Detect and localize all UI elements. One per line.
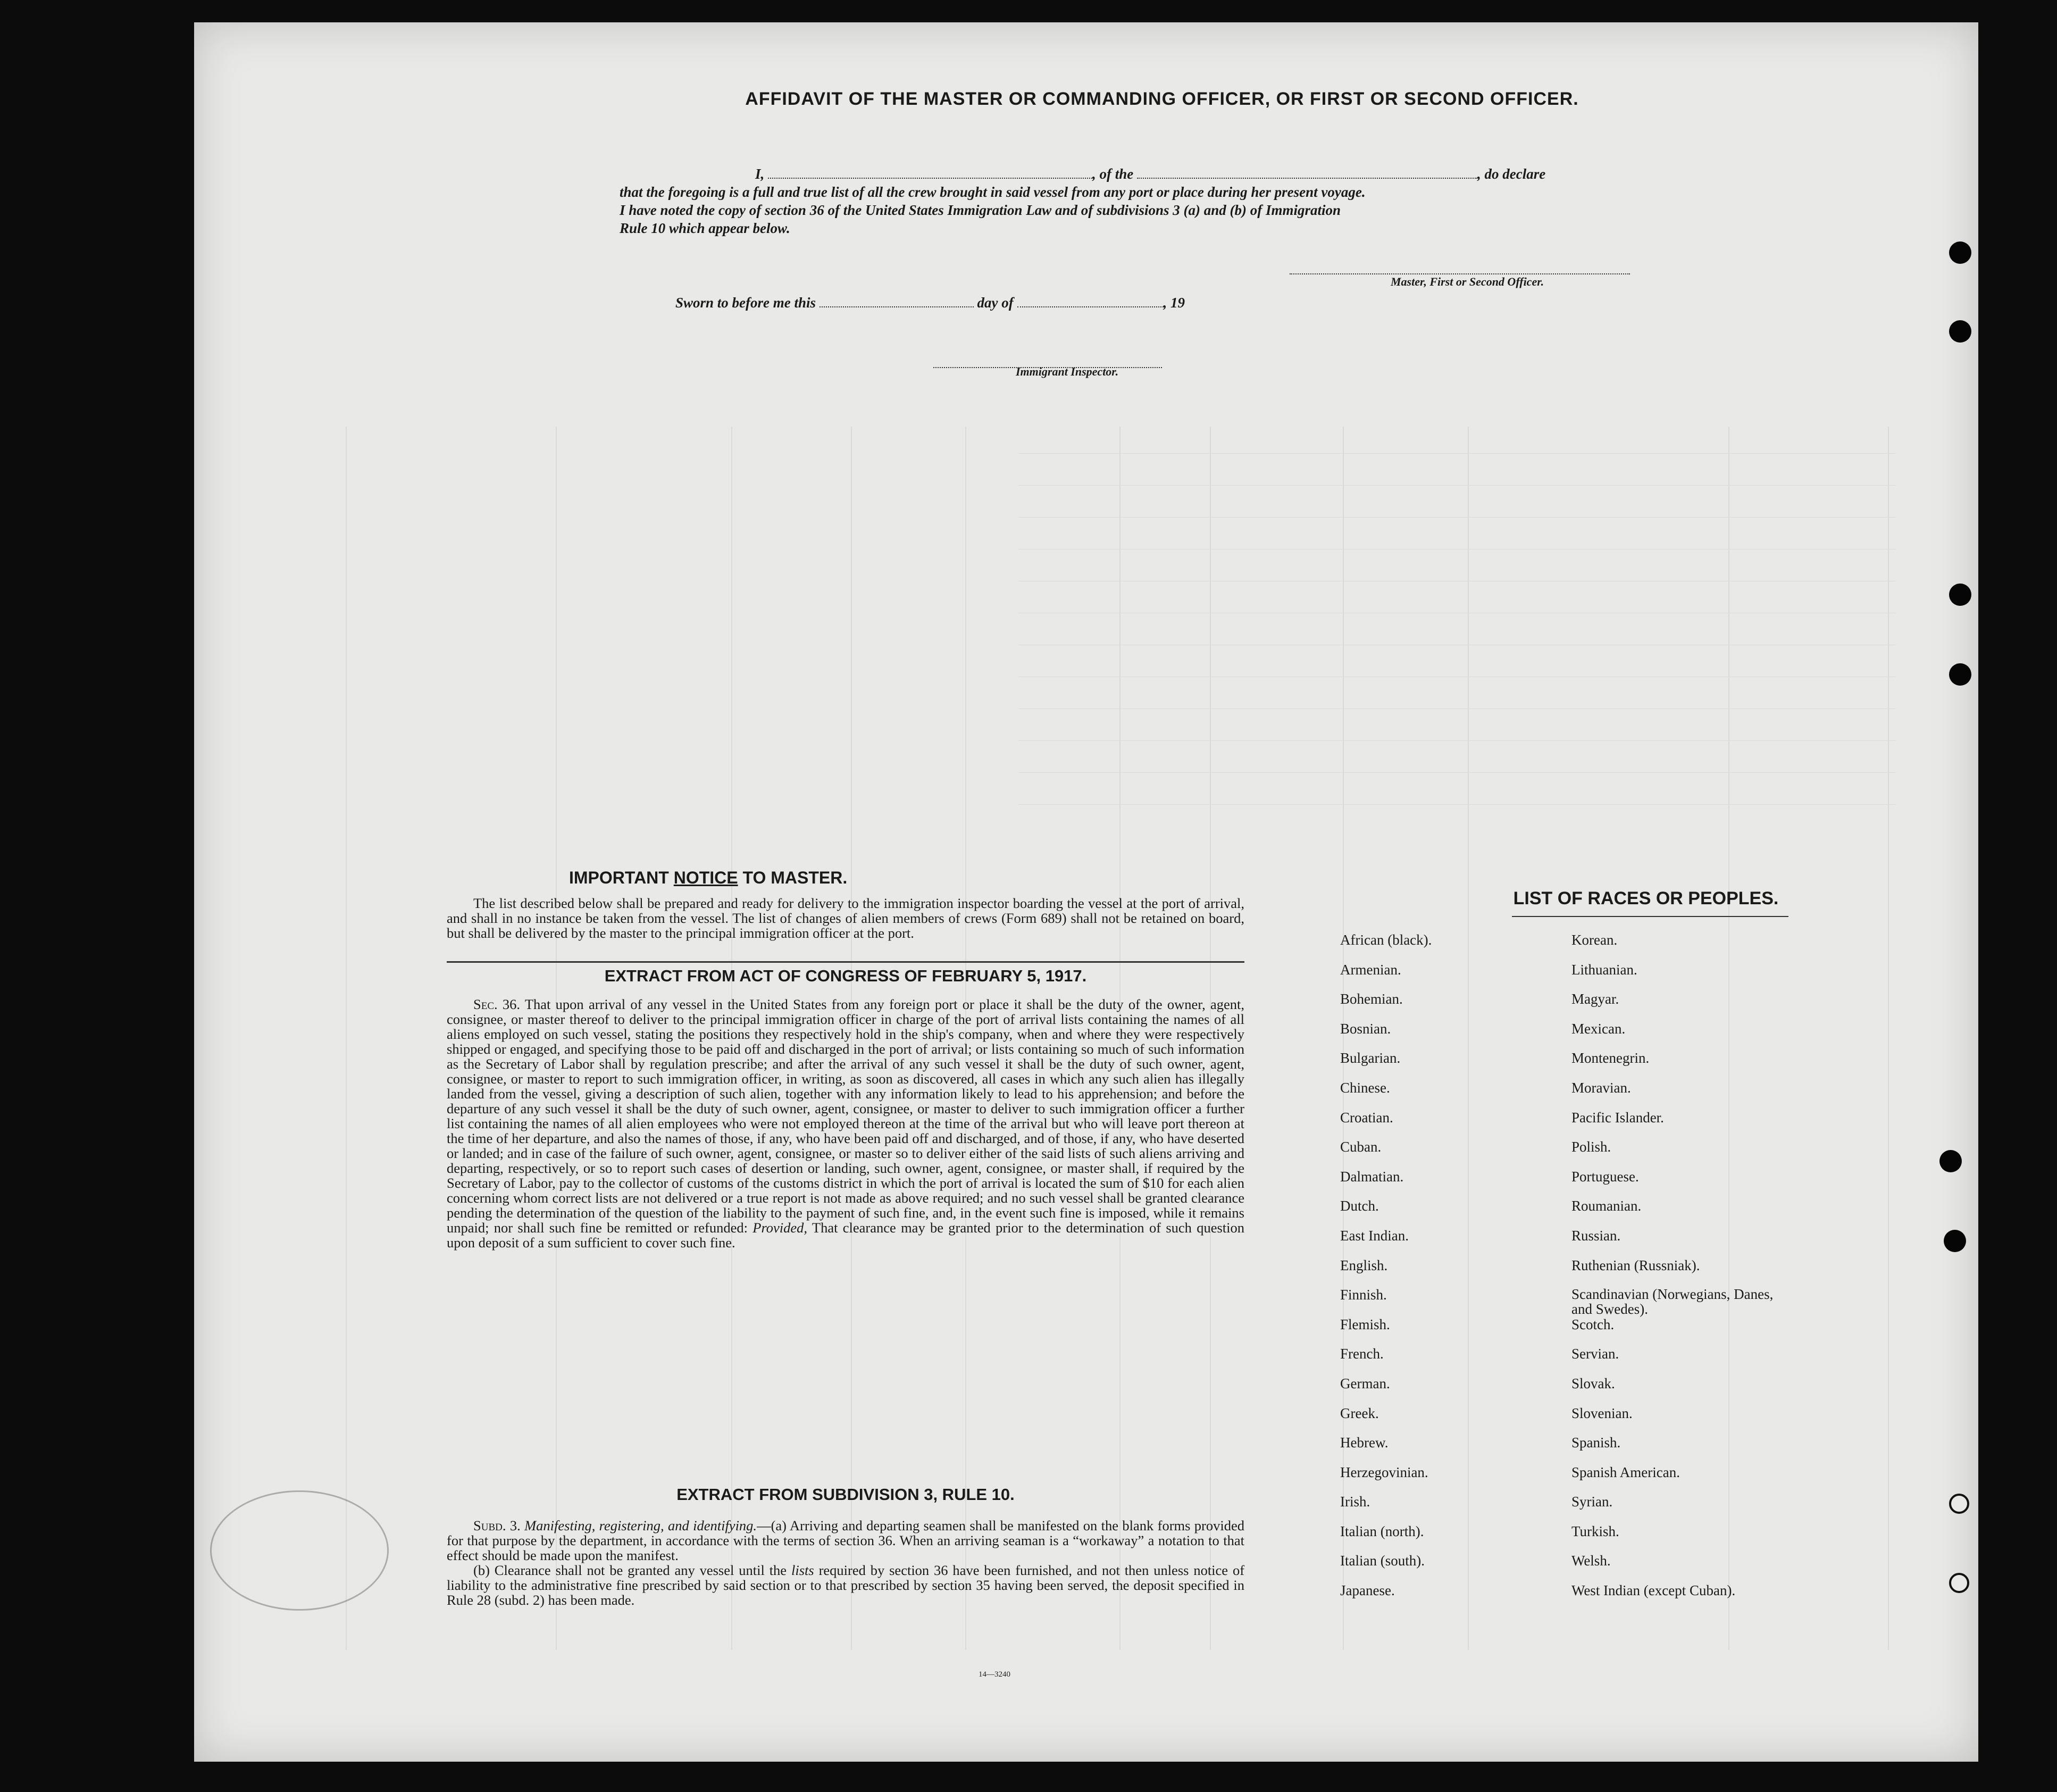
race-item: Magyar.: [1571, 991, 1619, 1007]
rule-text-a: —(a) Arriving and departing seamen shall be manifested on the blank forms provided for that purpose by the department, in accordance with the terms of section 36. When an arriving seaman is a “workaway” a notation to that effect should be made upon the manifest.: [447, 1518, 1245, 1563]
race-item: Bulgarian.: [1340, 1050, 1401, 1066]
race-item: Dalmatian.: [1340, 1168, 1404, 1185]
race-item: Pacific Islander.: [1571, 1109, 1664, 1126]
sec-label: Sec. 36.: [473, 996, 521, 1012]
affidavit-line-2: that the foregoing is a full and true list of all the crew brought in said vessel from any port or place during her present voyage.: [620, 184, 1366, 200]
race-item: Dutch.: [1340, 1198, 1379, 1214]
punch-hole: [1949, 663, 1971, 686]
race-item: Turkish.: [1571, 1523, 1619, 1539]
race-item: Welsh.: [1571, 1553, 1611, 1569]
act-body: That upon arrival of any vessel in the United States from any foreign port or place it shall be the duty of the owner, agent, consignee, or master thereof to deliver to the principal immigration officer in charge of the port of arrival lists containing the names of all aliens employed on such vessel, stating the positions they respectively hold in the ship's company, when and where they were respectively shipped or engaged, and specifying those to be paid off and discharged in the port of arrival; or lists containing so much of such information as the Secretary of Labor shall by regulation prescribe; and after the arrival of any such vessel it shall be the duty of such owner, agent, consignee, or master to report to such immigration officer, in writing, as soon as discovered, all cases in which any such alien has illegally landed from the vessel, giving a description of such alien, together with any information likely to lead to his apprehension; and before the departure of any such vessel it shall be the duty of such owner, agent, consignee, or master to deliver to such immigration officer a further list containing the names of all alien employees who were not employed thereon at the time of the arrival but who will leave port thereon at the time of her departure, and also the names of those, if any, who have been paid off and discharged, and of those, if any, who have deserted or landed; and in case of the failure of such owner, agent, consignee, or master so to deliver either of the said lists of such aliens arriving and departing, respectively, or so to report such cases of desertion or landing, such owner, agent, consignee, or master shall, if required by the Secretary of Labor, pay to the collector of customs of the customs district in which the port of arrival is located the sum of $10 for each alien concerning whom correct lists are not delivered or a true report is not made as above required; and no such vessel shall be granted clearance pending the determination of the question of the liability to the payment of such fine, and, in the event such fine is imposed, while it remains unpaid; nor shall such fine be remitted or refunded:: [447, 996, 1244, 1236]
race-item: Greek.: [1340, 1405, 1379, 1421]
sworn-line: [675, 295, 1185, 311]
race-item: Finnish.: [1340, 1287, 1387, 1303]
affidavit-line-3: I have noted the copy of section 36 of the United States Immigration Law and of subdivisions 3 (a) and (b) of Immigration: [620, 202, 1341, 218]
vessel-name-field[interactable]: [1137, 167, 1477, 179]
affidavit-line-4: Rule 10 which appear below.: [620, 220, 790, 236]
form-number: 14—3240: [979, 1670, 1010, 1679]
notice-title-underlined: NOTICE: [673, 868, 738, 887]
race-item: Scotch.: [1571, 1316, 1615, 1332]
race-item: Roumanian.: [1571, 1198, 1642, 1214]
race-item: Moravian.: [1571, 1079, 1631, 1096]
do-declare-label: , do declare: [1477, 166, 1546, 182]
faded-stamp: [210, 1490, 389, 1611]
of-the-label: , of the: [1092, 166, 1134, 182]
affidavit-title: AFFIDAVIT OF THE MASTER OR COMMANDING OFFICER, OR FIRST OR SECOND OFFICER.: [745, 89, 1579, 109]
race-item: English.: [1340, 1257, 1388, 1273]
races-title-rule: [1512, 916, 1788, 917]
race-item: German.: [1340, 1375, 1390, 1391]
race-item: Scandinavian (Norwegians, Danes, and Swedes).: [1571, 1286, 1774, 1318]
master-caption: Master, First or Second Officer.: [1391, 275, 1544, 288]
race-item: Armenian.: [1340, 961, 1401, 978]
rule-text: [447, 1518, 1244, 1607]
race-item: Servian.: [1571, 1346, 1619, 1362]
divider: [447, 961, 1244, 963]
subd-heading: Manifesting, registering, and identifying.: [524, 1518, 757, 1533]
notice-title: [569, 868, 847, 888]
sworn-month-field[interactable]: [1017, 296, 1164, 307]
punch-hole: [1949, 241, 1971, 264]
master-name-field[interactable]: [768, 167, 1092, 179]
race-item: African (black).: [1340, 932, 1432, 948]
inspector-caption: Immigrant Inspector.: [1016, 365, 1119, 378]
punch-hole: [1949, 1494, 1969, 1514]
race-item: Mexican.: [1571, 1020, 1626, 1037]
race-item: Polish.: [1571, 1139, 1611, 1155]
races-title: LIST OF RACES OR PEOPLES.: [1513, 888, 1779, 908]
race-item: Montenegrin.: [1571, 1050, 1650, 1066]
notice-title-pre: IMPORTANT: [569, 868, 669, 887]
race-item: East Indian.: [1340, 1227, 1409, 1244]
punch-hole: [1949, 1573, 1969, 1593]
race-item: Hebrew.: [1340, 1435, 1389, 1451]
punch-hole: [1939, 1150, 1962, 1172]
races-right-column: [1571, 932, 1795, 1612]
subd-label: Subd. 3.: [473, 1518, 521, 1533]
races-left-column: [1340, 932, 1432, 1612]
day-of-label: day of: [977, 295, 1014, 311]
race-item: Croatian.: [1340, 1109, 1393, 1126]
master-signature-field[interactable]: [1290, 263, 1630, 274]
race-item: Korean.: [1571, 932, 1618, 948]
race-item: Japanese.: [1340, 1582, 1395, 1599]
year-label: , 19: [1163, 295, 1185, 311]
race-item: Spanish American.: [1571, 1464, 1680, 1480]
race-item: Lithuanian.: [1571, 961, 1637, 978]
act-text: [447, 997, 1244, 1250]
punch-hole: [1949, 320, 1971, 343]
rule-text-b-post: required by section 36 have been furnished, and not then unless notice of liability to the administrative fine prescribed by said section or to that prescribed by section 35 having been served, the deposit specified in Rule 28 (subd. 2) has been made.: [447, 1562, 1245, 1608]
notice-paragraph: The list described below shall be prepared and ready for delivery to the immigration inspector boarding the vessel at the port of arrival, and shall in no instance be taken from the vessel. The list of changes of alien members of crews (Form 689) shall not be retained on board, but shall be delivered by the master to the principal immigration officer at the port.: [447, 895, 1244, 941]
race-item: Portuguese.: [1571, 1168, 1639, 1185]
race-item: Bosnian.: [1340, 1020, 1391, 1037]
race-item: Cuban.: [1340, 1139, 1382, 1155]
race-item: West Indian (except Cuban).: [1571, 1582, 1736, 1599]
act-body-end: That clearance may be granted prior to the determination of such question upon deposit of a sum sufficient to cover such fine.: [447, 1220, 1244, 1251]
race-item: Flemish.: [1340, 1316, 1390, 1332]
race-item: Syrian.: [1571, 1494, 1613, 1510]
i-label: I,: [755, 166, 765, 182]
race-item: Herzegovinian.: [1340, 1464, 1428, 1480]
provided-label: Provided,: [752, 1220, 808, 1236]
race-item: Slovak.: [1571, 1375, 1615, 1391]
race-item: Italian (north).: [1340, 1523, 1424, 1539]
race-item: Chinese.: [1340, 1079, 1390, 1096]
notice-text: [447, 896, 1244, 940]
manifest-page: [194, 22, 1978, 1762]
race-item: Ruthenian (Russniak).: [1571, 1257, 1700, 1273]
rule-text-b-pre: (b) Clearance shall not be granted any vessel until the: [473, 1562, 787, 1578]
punch-hole: [1944, 1230, 1966, 1252]
affidavit-line-1: [755, 166, 1545, 182]
race-item: Spanish.: [1571, 1435, 1621, 1451]
race-item: Irish.: [1340, 1494, 1370, 1510]
race-item: Italian (south).: [1340, 1553, 1425, 1569]
notice-title-post: TO MASTER.: [742, 868, 848, 887]
sworn-label: Sworn to before me this: [675, 295, 816, 311]
race-item: Bohemian.: [1340, 991, 1403, 1007]
rule-title: EXTRACT FROM SUBDIVISION 3, RULE 10.: [676, 1485, 1015, 1504]
rule-text-b-lists: lists: [791, 1562, 814, 1578]
race-item: Slovenian.: [1571, 1405, 1633, 1421]
act-title: EXTRACT FROM ACT OF CONGRESS OF FEBRUARY 5, 1917.: [604, 966, 1087, 985]
race-item: Russian.: [1571, 1227, 1621, 1244]
race-item: French.: [1340, 1346, 1384, 1362]
sworn-day-field[interactable]: [820, 296, 974, 307]
punch-hole: [1949, 584, 1971, 606]
